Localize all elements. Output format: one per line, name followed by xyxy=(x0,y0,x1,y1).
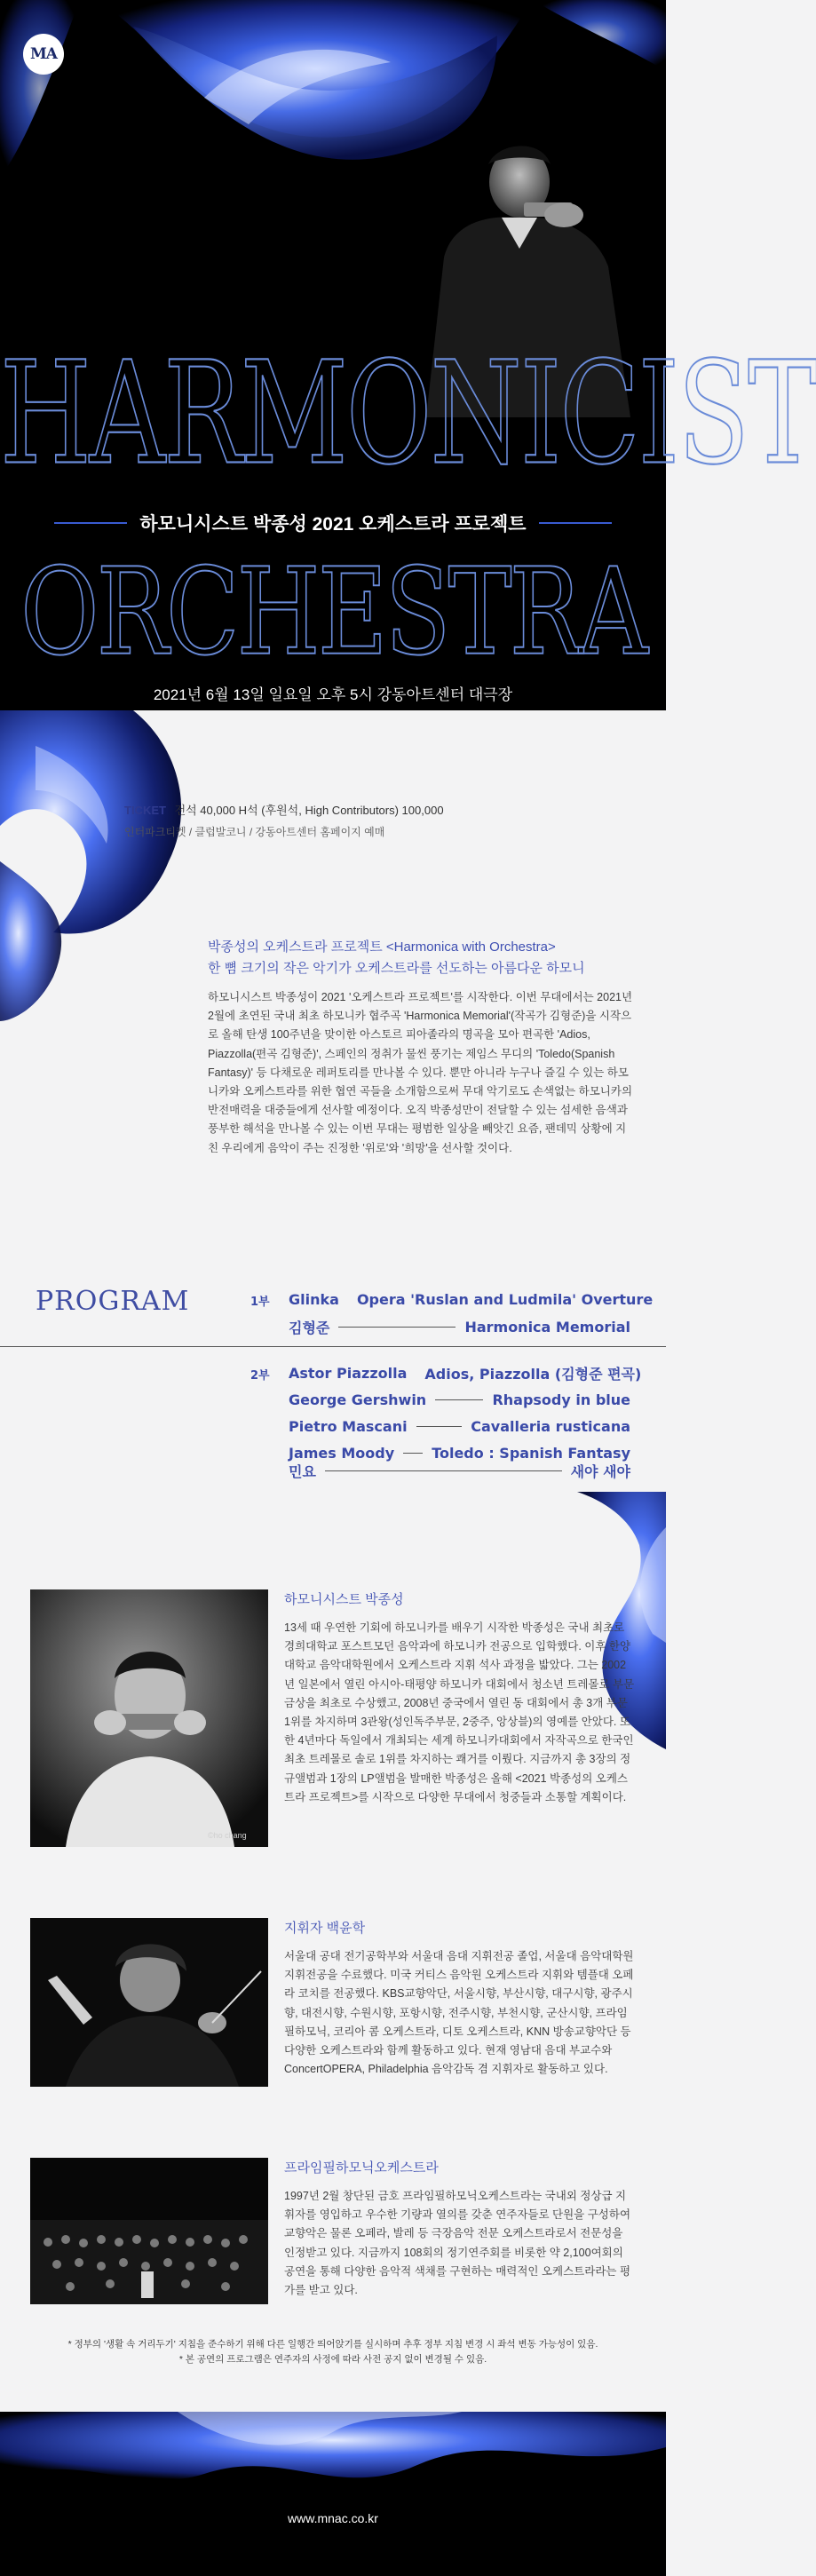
program-item xyxy=(289,1462,630,1479)
work-title: Toledo : Spanish Fantasy xyxy=(432,1444,630,1462)
photo-credit: ©ho chang xyxy=(208,1831,247,1840)
subtitle-row xyxy=(0,510,666,536)
event-date: 2021년 6월 13일 일요일 오후 5시 강동아트센터 대극장 xyxy=(153,686,513,703)
work-title: 새야 새야 xyxy=(570,1462,630,1480)
footer-swirl-artwork xyxy=(0,2412,666,2576)
footer xyxy=(0,2412,666,2576)
harmonicist-portrait xyxy=(30,1589,268,1847)
orchestra-photo xyxy=(30,2158,268,2304)
intro-heading: 박종성의 오케스트라 프로젝트 <Harmonica with Orchestra> xyxy=(208,939,556,955)
composer: George Gershwin xyxy=(289,1391,427,1408)
composer: 민요 xyxy=(289,1462,316,1480)
work-title: Adios, Piazzolla (김형준 편곡) xyxy=(424,1365,642,1383)
subtitle-line-right xyxy=(539,522,612,524)
leader-line xyxy=(325,1470,562,1471)
work-title: Rhapsody in blue xyxy=(492,1391,630,1408)
composer: Glinka xyxy=(289,1290,339,1308)
program-item xyxy=(289,1391,630,1408)
intro-body: 하모니시스트 박종성이 2021 '오케스트라 프로젝트'를 시작한다. 이번 무대에서는 2021년 2월에 초연된 국내 최초 하모니카 협주곡 'Harmonica Memorial'(작곡가 김형준)을 시작으로 올해 탄생 100주년을 맞이한 아스토르 피아졸라의 명곡을 모아 편곡한 'Adios, Piazzolla(편곡 김형준)', 스페인의 정취가 물씬 풍기는 제임스 무디의 'Toledo(Spanish Fantasy)' 등 다채로운 레퍼토리를 만나볼 수 있다. 뿐만 아니라 누구나 즐길 수 있는 하모니카와 오케스트라를 위한 협연 곡들을 소개함으로써 무대 악기로도 손색없는 하모니카의 반전매력을 대중들에게 선사할 예정이다. 오직 박종성만이 전달할 수 있는 섬세한 음색과 풍부한 해석을 만나볼 수 있는 이번 무대는 평범한 일상을 빼앗긴 요즘, 팬데믹 상황에 지친 우리에게 음악이 주는 진정한 '위로'와 '희망'을 선사할 것이다. xyxy=(208,991,633,1154)
ticket-price: 전석 40,000 H석 (후원석, High Contributors) 100,000 xyxy=(174,804,444,817)
composer: Astor Piazzolla xyxy=(289,1364,408,1382)
title-orchestra: ORCHESTRA xyxy=(20,543,646,683)
work-title: Harmonica Memorial xyxy=(464,1318,630,1336)
swirl-decoration-left xyxy=(0,710,231,1030)
part-number: 1부 xyxy=(250,1296,270,1309)
intro-subheading: 한 뼘 크기의 작은 악기가 오케스트라를 선도하는 아름다운 하모니 xyxy=(208,961,585,976)
program-divider xyxy=(0,1346,666,1347)
ticket-info xyxy=(124,801,622,839)
leader-line xyxy=(435,1399,483,1400)
program-item xyxy=(289,1417,630,1435)
composer: James Moody xyxy=(289,1444,395,1462)
ticket-label: TICKET xyxy=(124,804,166,817)
profile-harmonicist xyxy=(284,1589,636,1807)
logo[interactable]: MA xyxy=(23,34,64,75)
notice-line: * 본 공연의 프로그램은 연주자의 사정에 따라 사전 공지 없이 변경될 수 있음. xyxy=(178,2354,487,2365)
profile-conductor xyxy=(284,1918,636,2079)
conductor-portrait xyxy=(30,1918,268,2087)
program-item xyxy=(289,1444,630,1462)
notice-line: * 정부의 '생활 속 거리두기' 지침을 준수하기 위해 다른 일행간 띄어앉기를 실시하며 추후 정부 지침 변경 시 좌석 변동 가능성이 있음. xyxy=(67,2339,598,2350)
project-subtitle: 하모니시스트 박종성 2021 오케스트라 프로젝트 xyxy=(139,514,527,535)
ticket-vendors[interactable]: 인터파크티켓 / 클럽발코니 / 강동아트센터 홈페이지 예매 xyxy=(124,826,385,838)
title-harmonicist: HARMONICIST xyxy=(0,330,816,496)
website-link[interactable]: www.mnac.co.kr xyxy=(288,2511,378,2525)
program-item xyxy=(289,1364,642,1383)
profile-name: 하모니시스트 박종성 xyxy=(284,1592,404,1607)
composer: 김형준 xyxy=(289,1319,330,1336)
program-item xyxy=(289,1318,630,1336)
composer: Pietro Mascani xyxy=(289,1417,408,1435)
leader-line xyxy=(338,1327,456,1328)
leader-line xyxy=(416,1426,463,1427)
work-title: Opera 'Ruslan and Ludmila' Overture xyxy=(356,1290,654,1308)
program-item xyxy=(289,1290,654,1308)
work-title: Cavalleria rusticana xyxy=(471,1417,630,1435)
part-number: 2부 xyxy=(250,1369,270,1383)
profile-name: 프라임필하모닉오케스트라 xyxy=(284,2160,439,2176)
project-intro xyxy=(208,937,636,1158)
hero-banner xyxy=(0,0,816,710)
program-heading: PROGRAM xyxy=(36,1286,190,1317)
leader-line xyxy=(403,1453,423,1454)
profile-bio: 13세 때 우연한 기회에 하모니카를 배우기 시작한 박종성은 국내 최초로 경희대학교 포스트모던 음악과에 하모니카 전공으로 입학했다. 이후 한양대학교 음악대학원에서 오케스트라 지휘 석사 과정을 밟았다. 그는 2002년 일본에서 열린 아시아-태평양 하모니카 대회에서 청소년 트레몰로 부문 금상을 최초로 수상했고, 2008년 중국에서 열린 동 대회에서 총 3개 부문 1위를 차지하며 3관왕(성인독주부문, 2중주, 앙상블)의 영예를 안았다. 또한 4년마다 독일에서 개최되는 세계 하모니카대회에서 자작곡으로 한국인 최초 트레몰로 솔로 1위를 차지하는 쾌거를 이뤘다. 지금까지 총 3장의 정규앨범과 1장의 LP앨범을 발매한 박종성은 올해 <2021 박종성의 오케스트라 프로젝트>를 시작으로 다양한 무대에서 청중들과 소통할 계획이다. xyxy=(284,1621,635,1803)
notice xyxy=(0,2337,666,2367)
profile-bio: 서울대 공대 전기공학부와 서울대 음대 지휘전공 졸업, 서울대 음악대학원 지휘전공을 수료했다. 미국 커티스 음악원 오케스트라 지휘와 템플대 오페라 코치를 전공했다. KBS교향악단, 서울시향, 부산시향, 대구시향, 광주시향, 대전시향, 수원시향, 포항시향, 전주시향, 부천시향, 군산시향, 프라임필하모닉, 코리아 콤 오케스트라, 디토 오케스트라, KNN 방송교향악단 등 다양한 오케스트라와 함께 활동하고 있다. 현재 영남대 음대 부교수와 ConcertOPERA, Philadelphia 음악감독 겸 지휘자로 활동하고 있다. xyxy=(284,1950,634,2076)
subtitle-line-left xyxy=(54,522,127,524)
profile-bio: 1997년 2월 창단된 금호 프라임필하모닉오케스트라는 국내외 정상급 지휘자를 영입하고 우수한 기량과 열의를 갖춘 연주자들로 단원을 구성하여 교향악은 물론 오페라, 발레 등 극장음악 전문 오케스트라로서 전문성을 인정받고 있다. 지금까지 108회의 정기연주회를 비롯한 약 2,100여회의 공연을 통해 다양한 음악적 색채를 구현하는 매력적인 오케스트라라는 평가를 받고 있다. xyxy=(284,2190,631,2297)
profile-orchestra xyxy=(284,2158,636,2300)
profile-name: 지휘자 백윤학 xyxy=(284,1921,366,1936)
ticket-price-row xyxy=(124,801,622,818)
